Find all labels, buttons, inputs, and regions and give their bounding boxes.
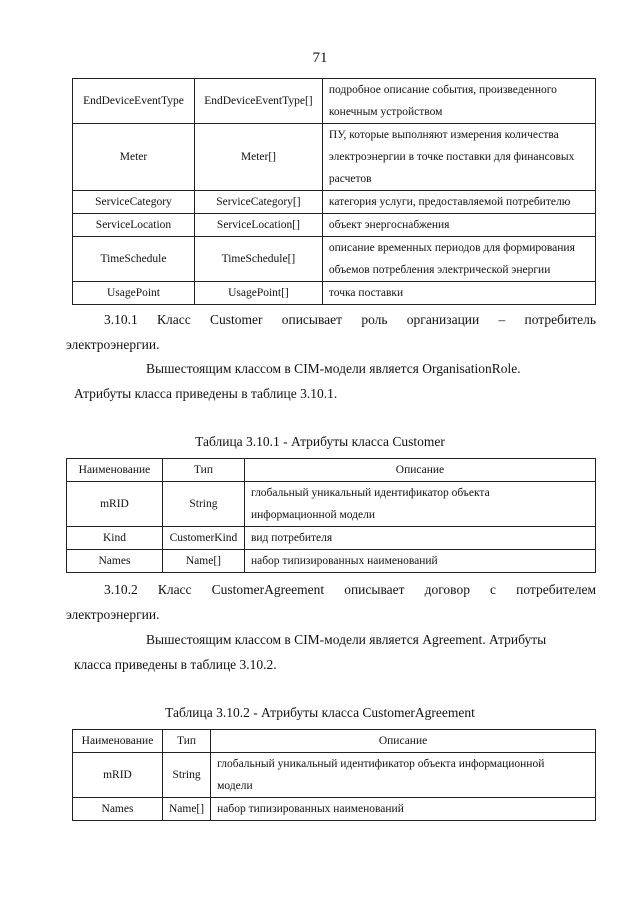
table-row [67,527,596,550]
cell-name: Kind [67,527,163,550]
word: организации [406,312,480,327]
cell-description [244,550,595,573]
cell-type: ServiceCategory[] [194,191,322,214]
continuation-table [72,78,596,305]
description-line: ПУ, которые выполняют измерения количества [328,129,559,141]
header-name: Наименование [73,730,163,753]
description-line: расчетов [328,173,372,185]
table-row [73,124,596,191]
cell-type: EndDeviceEventType[] [194,79,322,124]
description-line: описание временных периодов для формирования [328,242,575,254]
word: потребителем [516,582,596,597]
description-line: глобальный уникальный идентификатор объекта [250,487,490,499]
description-line: глобальный уникальный идентификатор объекта информационной [217,758,545,770]
cell-name: ServiceLocation [73,214,195,237]
table-row [73,237,596,282]
cell-name: EndDeviceEventType [73,79,195,124]
word: описывает [281,312,343,327]
cell-type: String [162,753,210,798]
header-description: Описание [244,459,595,482]
description-line: объект энергоснабжения [328,219,450,231]
table-row [73,282,596,305]
cell-name: UsagePoint [73,282,195,305]
cell-type: TimeSchedule[] [194,237,322,282]
cell-type: String [162,482,244,527]
cell-description [211,753,596,798]
cell-name: TimeSchedule [73,237,195,282]
word: описывает [344,582,405,597]
description-line: набор типизированных наименований [250,555,438,567]
word: – [498,312,506,327]
table-3-10-1 [66,458,596,573]
description-line: вид потребителя [250,532,333,544]
section-3-10-2-line3: Вышестоящим классом в CIM-модели является Agreement. Атрибуты [146,632,547,647]
section-3-10-1-line1 [104,312,596,328]
word: потребитель [524,312,596,327]
table-3-10-2 [72,729,596,821]
section-3-10-2-line2: электроэнергии. [66,607,160,622]
table-3-10-2-caption: Таблица 3.10.2 - Атрибуты класса CustomerAgreement [165,705,475,720]
cell-name: Names [73,798,163,821]
header-name: Наименование [67,459,163,482]
table-row [73,191,596,214]
header-type: Тип [162,459,244,482]
description-line: подробное описание события, произведенного [328,84,557,96]
description-line: категория услуги, предоставляемой потребителю [328,196,571,208]
word: CustomerAgreement [211,582,325,597]
cell-name: mRID [73,753,163,798]
section-3-10-1-line4: Атрибуты класса приведены в таблице 3.10.1. [74,386,338,401]
header-description: Описание [211,730,596,753]
description-line: электроэнергии в точке поставки для финансовых [328,151,575,163]
description-line: информационной модели [250,509,376,521]
description-line: точка поставки [328,287,404,299]
cell-description [211,798,596,821]
cell-description [322,214,595,237]
cell-type: Name[] [162,550,244,573]
word: Customer [209,312,263,327]
section-3-10-1-line2: электроэнергии. [66,337,160,352]
cell-name: Names [67,550,163,573]
word: Класс [157,582,192,597]
cell-description [322,79,595,124]
table-row [73,753,596,798]
section-3-10-2-line4: класса приведены в таблице 3.10.2. [74,657,277,672]
word: с [490,582,497,597]
description-line: набор типизированных наименований [217,803,404,815]
word: роль [361,312,388,327]
cell-description [244,482,595,527]
cell-type: Name[] [162,798,210,821]
table-3-10-1-caption: Таблица 3.10.1 - Атрибуты класса Customer [195,434,445,449]
table-row [67,482,596,527]
cell-type: Meter[] [194,124,322,191]
word: 3.10.2 [104,582,138,597]
cell-description [322,282,595,305]
cell-description [244,527,595,550]
cell-name: Meter [73,124,195,191]
table-row [73,798,596,821]
cell-description [322,191,595,214]
description-line: модели [217,780,253,792]
cell-type: CustomerKind [162,527,244,550]
cell-name: mRID [67,482,163,527]
word: Класс [157,312,191,327]
table-row [73,79,596,124]
word: 3.10.1 [104,312,138,327]
page-number: 71 [312,50,328,66]
table-row [67,550,596,573]
cell-description [322,237,595,282]
description-line: объемов потребления электрической энергии [328,264,551,276]
header-type: Тип [162,730,210,753]
cell-type: ServiceLocation[] [194,214,322,237]
cell-type: UsagePoint[] [194,282,322,305]
cell-description [322,124,595,191]
cell-name: ServiceCategory [73,191,195,214]
section-3-10-2-line1 [104,582,596,598]
word: договор [424,582,470,597]
section-3-10-1-line3: Вышестоящим классом в CIM-модели является OrganisationRole. [146,361,521,376]
table-row [73,214,596,237]
description-line: конечным устройством [328,106,443,118]
